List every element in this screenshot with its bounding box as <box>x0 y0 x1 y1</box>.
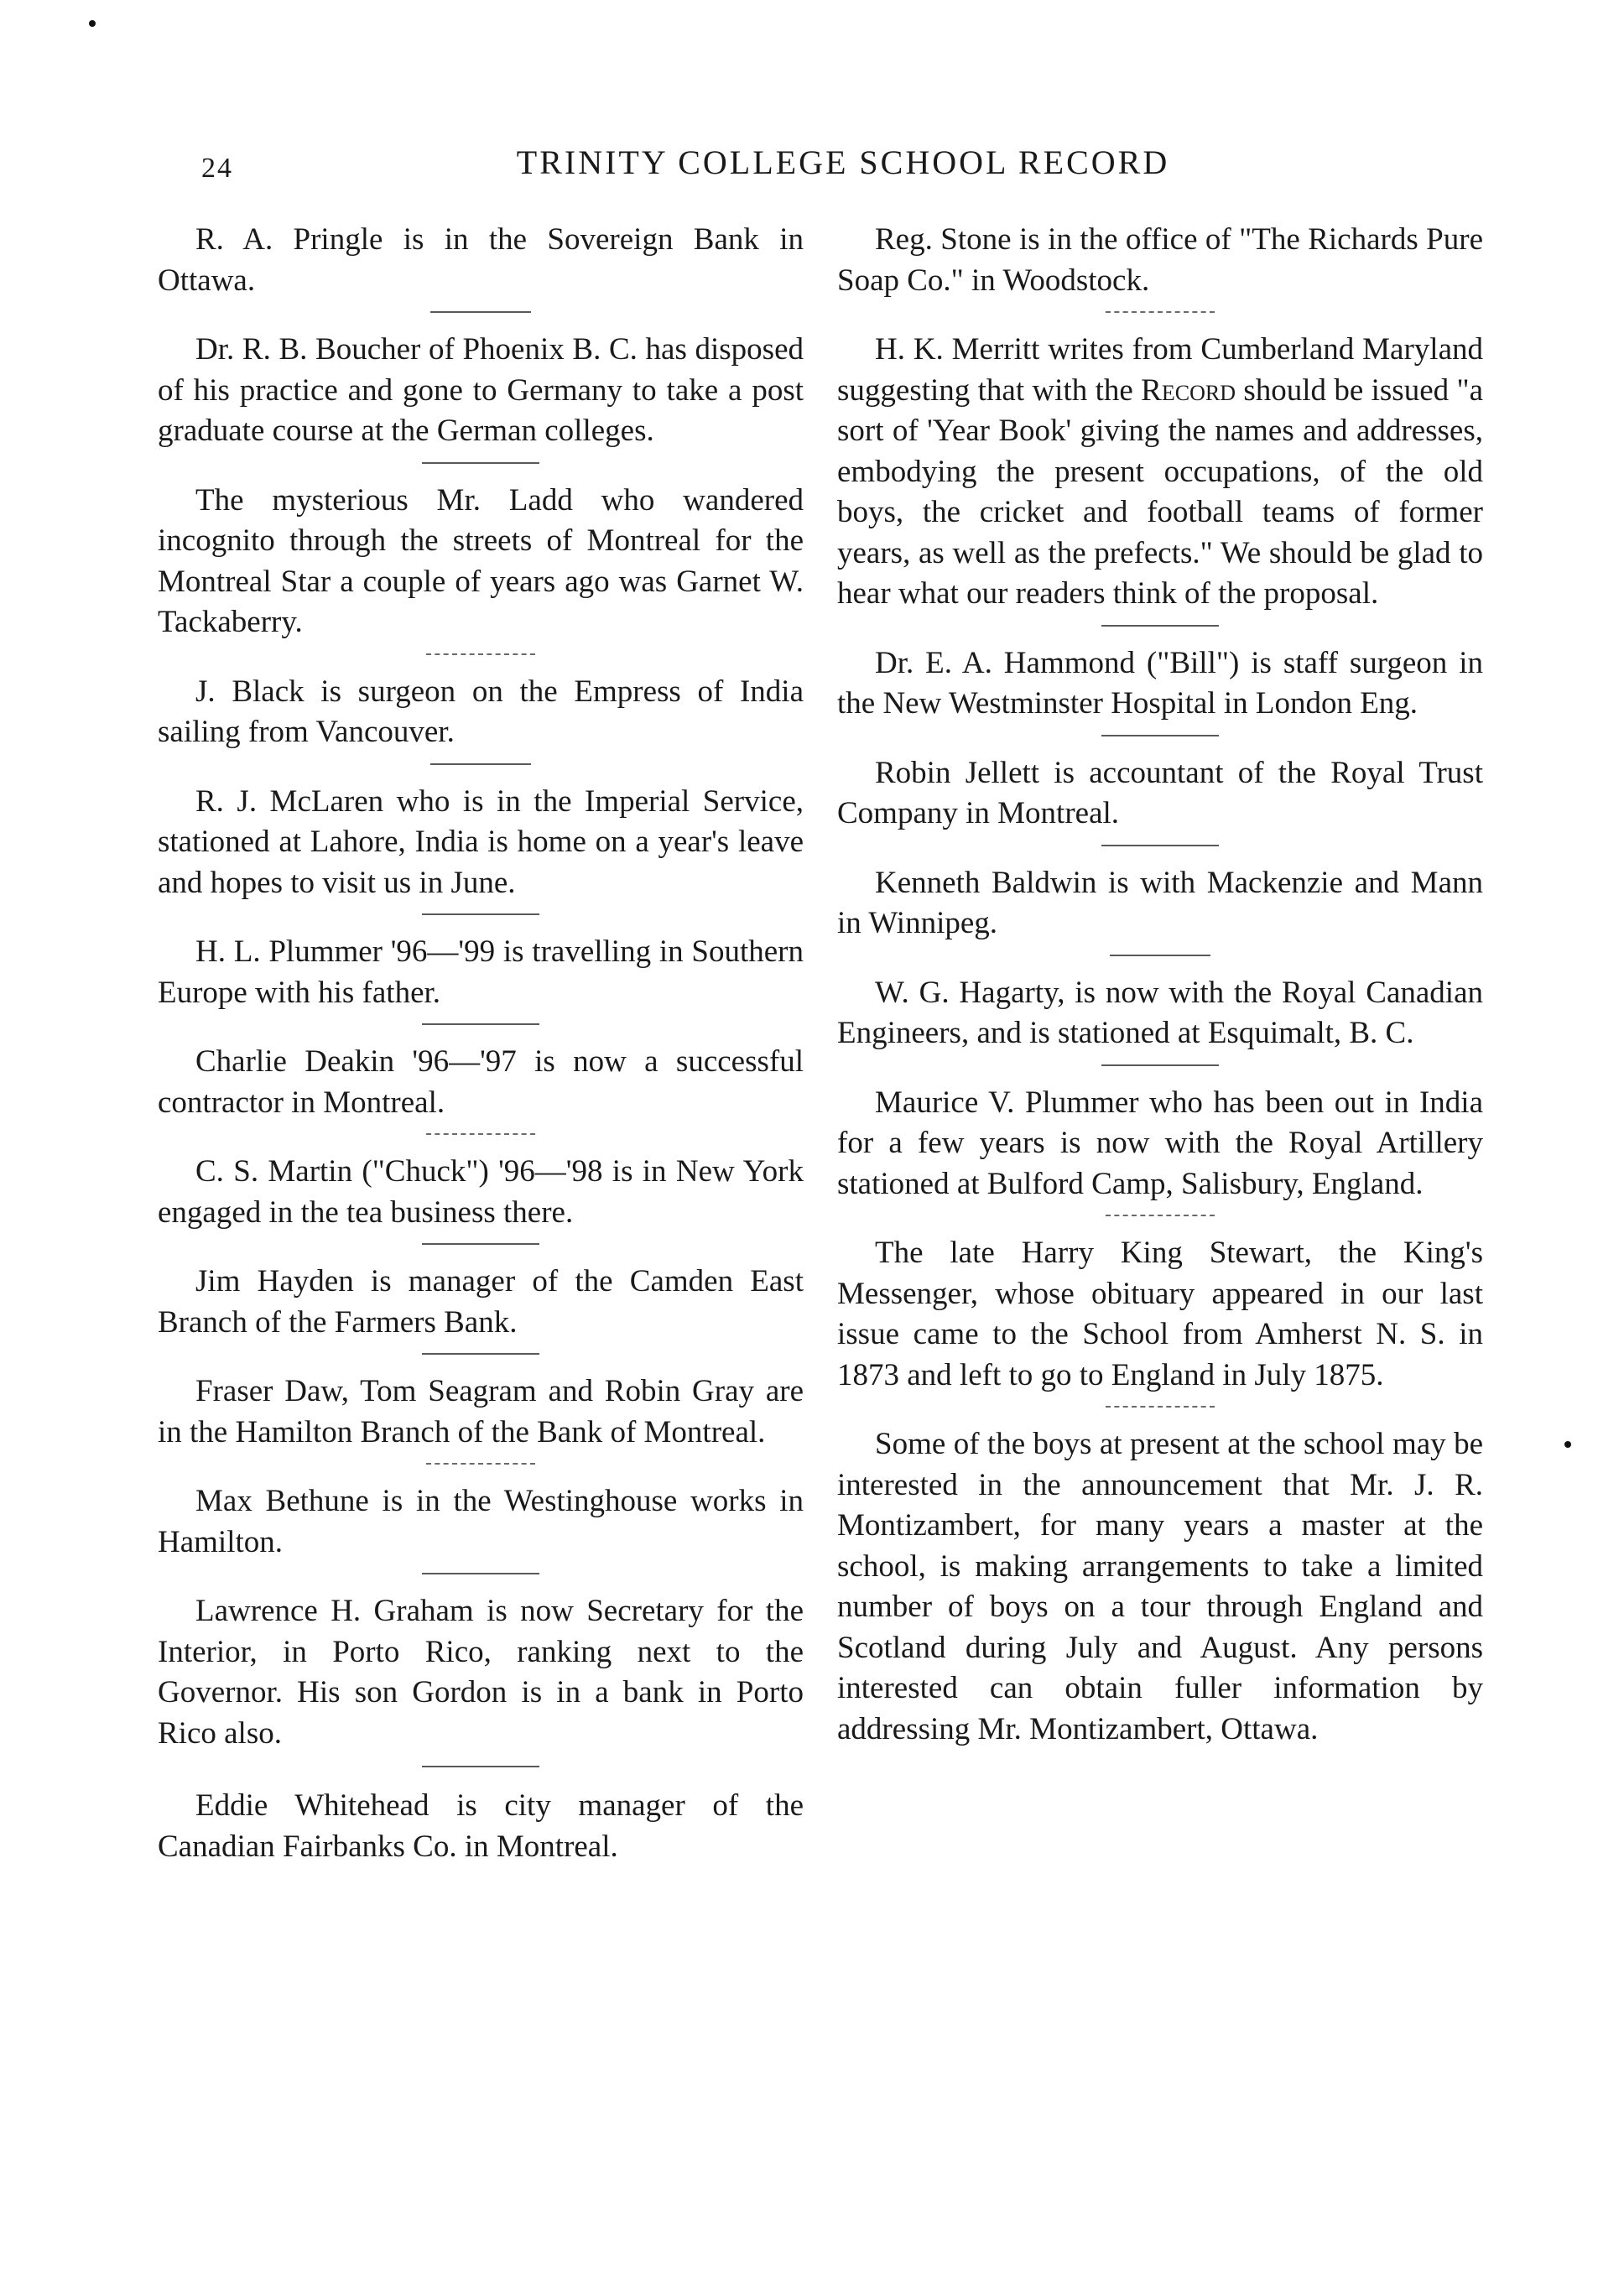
separator-rule <box>1106 311 1215 313</box>
news-item: C. S. Martin ("Chuck") '96—'98 is in New York engaged in the tea business there. <box>158 1154 804 1230</box>
news-item: Robin Jellett is accountant of the Royal Trust Company in Montreal. <box>837 755 1483 830</box>
separator-rule <box>422 1243 539 1245</box>
news-item: Fraser Daw, Tom Seagram and Robin Gray are in the Hamilton Branch of the Bank of Montreal. <box>158 1374 804 1449</box>
page-title: TRINITY COLLEGE SCHOOL RECORD <box>516 143 1170 181</box>
news-item: Dr. E. A. Hammond ("Bill") is staff surgeon in the New Westminster Hospital in London Eng. <box>837 645 1483 721</box>
separator-rule <box>1101 625 1219 627</box>
left-column <box>158 220 804 1867</box>
separator-rule <box>422 1023 539 1025</box>
news-item: Jim Hayden is manager of the Camden East Branch of the Farmers Bank. <box>158 1264 804 1340</box>
separator-rule <box>1106 1215 1215 1216</box>
right-column <box>837 220 1483 1750</box>
separator-rule <box>1101 845 1219 846</box>
news-item <box>837 330 1483 615</box>
separator-rule <box>422 462 539 464</box>
news-item: J. Black is surgeon on the Empress of India sailing from Vancouver. <box>158 674 804 749</box>
news-item-text: should be issued "a sort of 'Year Book' giving the names and addresses, embodying the present occupations, of the old boys, the cricket and football teams of former years, as well as the prefects." We should be glad to hear what our readers think of the proposal. <box>837 372 1484 611</box>
separator-rule <box>422 913 539 915</box>
separator-rule <box>1101 735 1219 736</box>
page-number: 24 <box>201 153 233 184</box>
stray-ink-dot <box>1564 1441 1571 1448</box>
news-item: Some of the boys at present at the school may be interested in the announcement that Mr. J. R. Montizambert, for many years a master at the school, is making arrangements to take a limited number of boys on a tour through England and Scotland during July and August. Any persons interested can obtain fuller information by addressing Mr. Montizambert, Ottawa. <box>837 1427 1483 1746</box>
news-item: The late Harry King Stewart, the King's Messenger, whose obituary appeared in our last issue came to the School from Amherst N. S. in 1873 and left to go to England in July 1875. <box>837 1236 1483 1392</box>
news-item: R. J. McLaren who is in the Imperial Service, stationed at Lahore, India is home on a year's leave and hopes to visit us in June. <box>158 783 804 900</box>
running-header <box>201 143 1485 193</box>
news-item: R. A. Pringle is in the Sovereign Bank in Ottawa. <box>158 222 804 298</box>
news-item: Maurice V. Plummer who has been out in India for a few years is now with the Royal Artillery stationed at Bulford Camp, Salisbury, England. <box>837 1085 1483 1201</box>
news-item: Max Bethune is in the Westinghouse works in Hamilton. <box>158 1484 804 1559</box>
record-word: Record <box>1141 372 1236 408</box>
news-item: Eddie Whitehead is city manager of the Canadian Fairbanks Co. in Montreal. <box>158 1788 804 1864</box>
news-item: The mysterious Mr. Ladd who wandered incognito through the streets of Montreal for the Montreal Star a couple of years ago was Garnet W. Tackaberry. <box>158 482 804 639</box>
stray-ink-dot <box>89 20 96 27</box>
news-item: Charlie Deakin '96—'97 is now a successful contractor in Montreal. <box>158 1044 804 1120</box>
news-item: Lawrence H. Graham is now Secretary for the Interior, in Porto Rico, ranking next to the Governor. His son Gordon is in a bank in Porto Rico also. <box>158 1594 804 1751</box>
news-item-text: H. K. Merritt writes from Cumberland Maryland suggesting that with the <box>837 332 1483 408</box>
news-item: Kenneth Baldwin is with Mackenzie and Mann in Winnipeg. <box>837 865 1483 940</box>
separator-rule <box>426 653 535 655</box>
news-item: Dr. R. B. Boucher of Phoenix B. C. has disposed of his practice and gone to Germany to take a post graduate course at the German colleges. <box>158 332 804 448</box>
separator-rule <box>426 1463 535 1465</box>
separator-rule <box>430 763 531 765</box>
separator-rule <box>1110 955 1210 956</box>
separator-rule <box>1106 1406 1215 1408</box>
separator-rule <box>1101 1064 1219 1066</box>
separator-rule <box>422 1573 539 1574</box>
news-item: Reg. Stone is in the office of "The Richards Pure Soap Co." in Woodstock. <box>837 222 1483 298</box>
news-item: H. L. Plummer '96—'99 is travelling in Southern Europe with his father. <box>158 934 804 1010</box>
separator-rule <box>426 1133 535 1135</box>
separator-rule <box>422 1353 539 1355</box>
separator-rule <box>422 1766 539 1767</box>
news-item: W. G. Hagarty, is now with the Royal Canadian Engineers, and is stationed at Esquimalt, B. C. <box>837 975 1483 1050</box>
separator-rule <box>430 311 531 313</box>
